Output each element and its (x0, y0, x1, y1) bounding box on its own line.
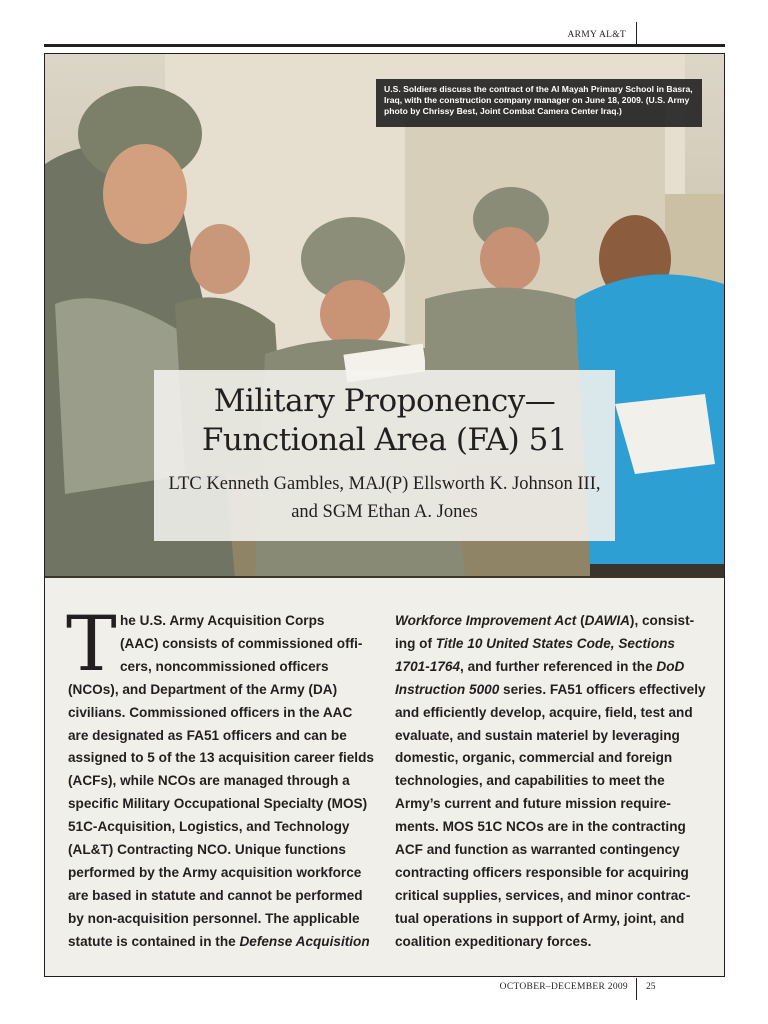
header-divider (636, 22, 637, 44)
body-line (395, 656, 695, 679)
body-line: performed by the Army acquisition workforce (68, 864, 362, 880)
body-italic: 1701-1764 (395, 658, 461, 674)
body-column-left (66, 599, 374, 954)
section-label: ARMY AL&T (567, 30, 626, 40)
body-line: domestic, organic, commercial and foreign (395, 750, 673, 766)
body-line: assigned to 5 of the 13 acquisition career fields (68, 750, 374, 766)
title-box (154, 370, 615, 541)
article-title-line-1: Military Proponency— (213, 383, 556, 419)
body-line: (NCOs), and Department of the Army (DA) (68, 681, 338, 697)
body-line: coalition expeditionary forces. (395, 933, 592, 949)
body-italic: DoD (656, 658, 685, 674)
body-line: tual operations in support of Army, joint, and (395, 910, 685, 926)
body-line (395, 633, 695, 656)
body-line: are designated as FA51 officers and can be (68, 727, 347, 743)
body-text: ing of (395, 635, 436, 651)
drop-cap: T (66, 599, 117, 688)
header-rule (44, 44, 725, 47)
body-text: series. FA51 officers effectively (499, 681, 706, 697)
body-italic: Workforce Improvement Act (395, 613, 577, 628)
body-line: are based in statute and cannot be performed (68, 887, 363, 903)
article-photo (45, 54, 724, 578)
body-line: 51C-Acquisition, Logistics, and Technology (68, 819, 350, 835)
body-line: civilians. Commissioned officers in the AAC (68, 704, 353, 720)
body-text: ( (576, 613, 585, 628)
body-line: specific Military Occupational Specialty (MOS) (68, 796, 368, 812)
body-italic: DAWIA (584, 613, 630, 628)
byline (154, 470, 615, 526)
byline-line-1: LTC Kenneth Gambles, MAJ(P) Ellsworth K. Johnson III, (168, 474, 601, 494)
body-line: and efficiently develop, acquire, field, test and (395, 704, 693, 720)
body-line: ments. MOS 51C NCOs are in the contracting (395, 819, 686, 835)
body-text: statute is contained in the (68, 933, 240, 949)
body-line: cers, noncommissioned officers (120, 658, 329, 674)
photo-border (45, 576, 724, 578)
page-number: 25 (646, 982, 656, 992)
body-italic: Defense Acquisition (239, 933, 370, 949)
body-line (395, 679, 706, 702)
body-line: evaluate, and sustain materiel by leveraging (395, 727, 680, 743)
byline-line-2: and SGM Ethan A. Jones (291, 502, 478, 522)
body-line: (AL&T) Contracting NCO. Unique functions (68, 842, 346, 858)
body-line: by non-acquisition personnel. The applicable (68, 910, 360, 926)
body-column-right (395, 610, 706, 954)
article-title-line-2: Functional Area (FA) 51 (201, 422, 568, 458)
body-line: Army’s current and future mission require- (395, 796, 671, 812)
body-italic: Title 10 United States Code, Sections (435, 635, 675, 651)
body-line (68, 931, 368, 954)
body-line: (AAC) consists of commissioned offi- (120, 635, 363, 651)
body-line: he U.S. Army Acquisition Corps (120, 613, 325, 628)
body-line: contracting officers responsible for acquiring (395, 864, 689, 880)
article-frame (44, 53, 725, 977)
body-line: technologies, and capabilities to meet the (395, 773, 665, 789)
body-text: , and further referenced in the (460, 658, 657, 674)
footer-divider (636, 978, 637, 1000)
issue-label: OCTOBER–DECEMBER 2009 (499, 982, 628, 992)
body-italic: Instruction 5000 (395, 681, 500, 697)
body-text: ), consist- (629, 613, 695, 628)
photo-caption: U.S. Soldiers discuss the contract of the Al Mayah Primary School in Basra, Iraq, with the construction company manager on June 18, 2009. (U.S. Army photo by Chrissy Best, Joint Combat Camera Center Iraq.) (376, 79, 702, 127)
body-line: ACF and function as warranted contingency (395, 842, 680, 858)
body-line (395, 610, 695, 633)
body-line: critical supplies, services, and minor contrac- (395, 887, 691, 903)
body-line: (ACFs), while NCOs are managed through a (68, 773, 350, 789)
